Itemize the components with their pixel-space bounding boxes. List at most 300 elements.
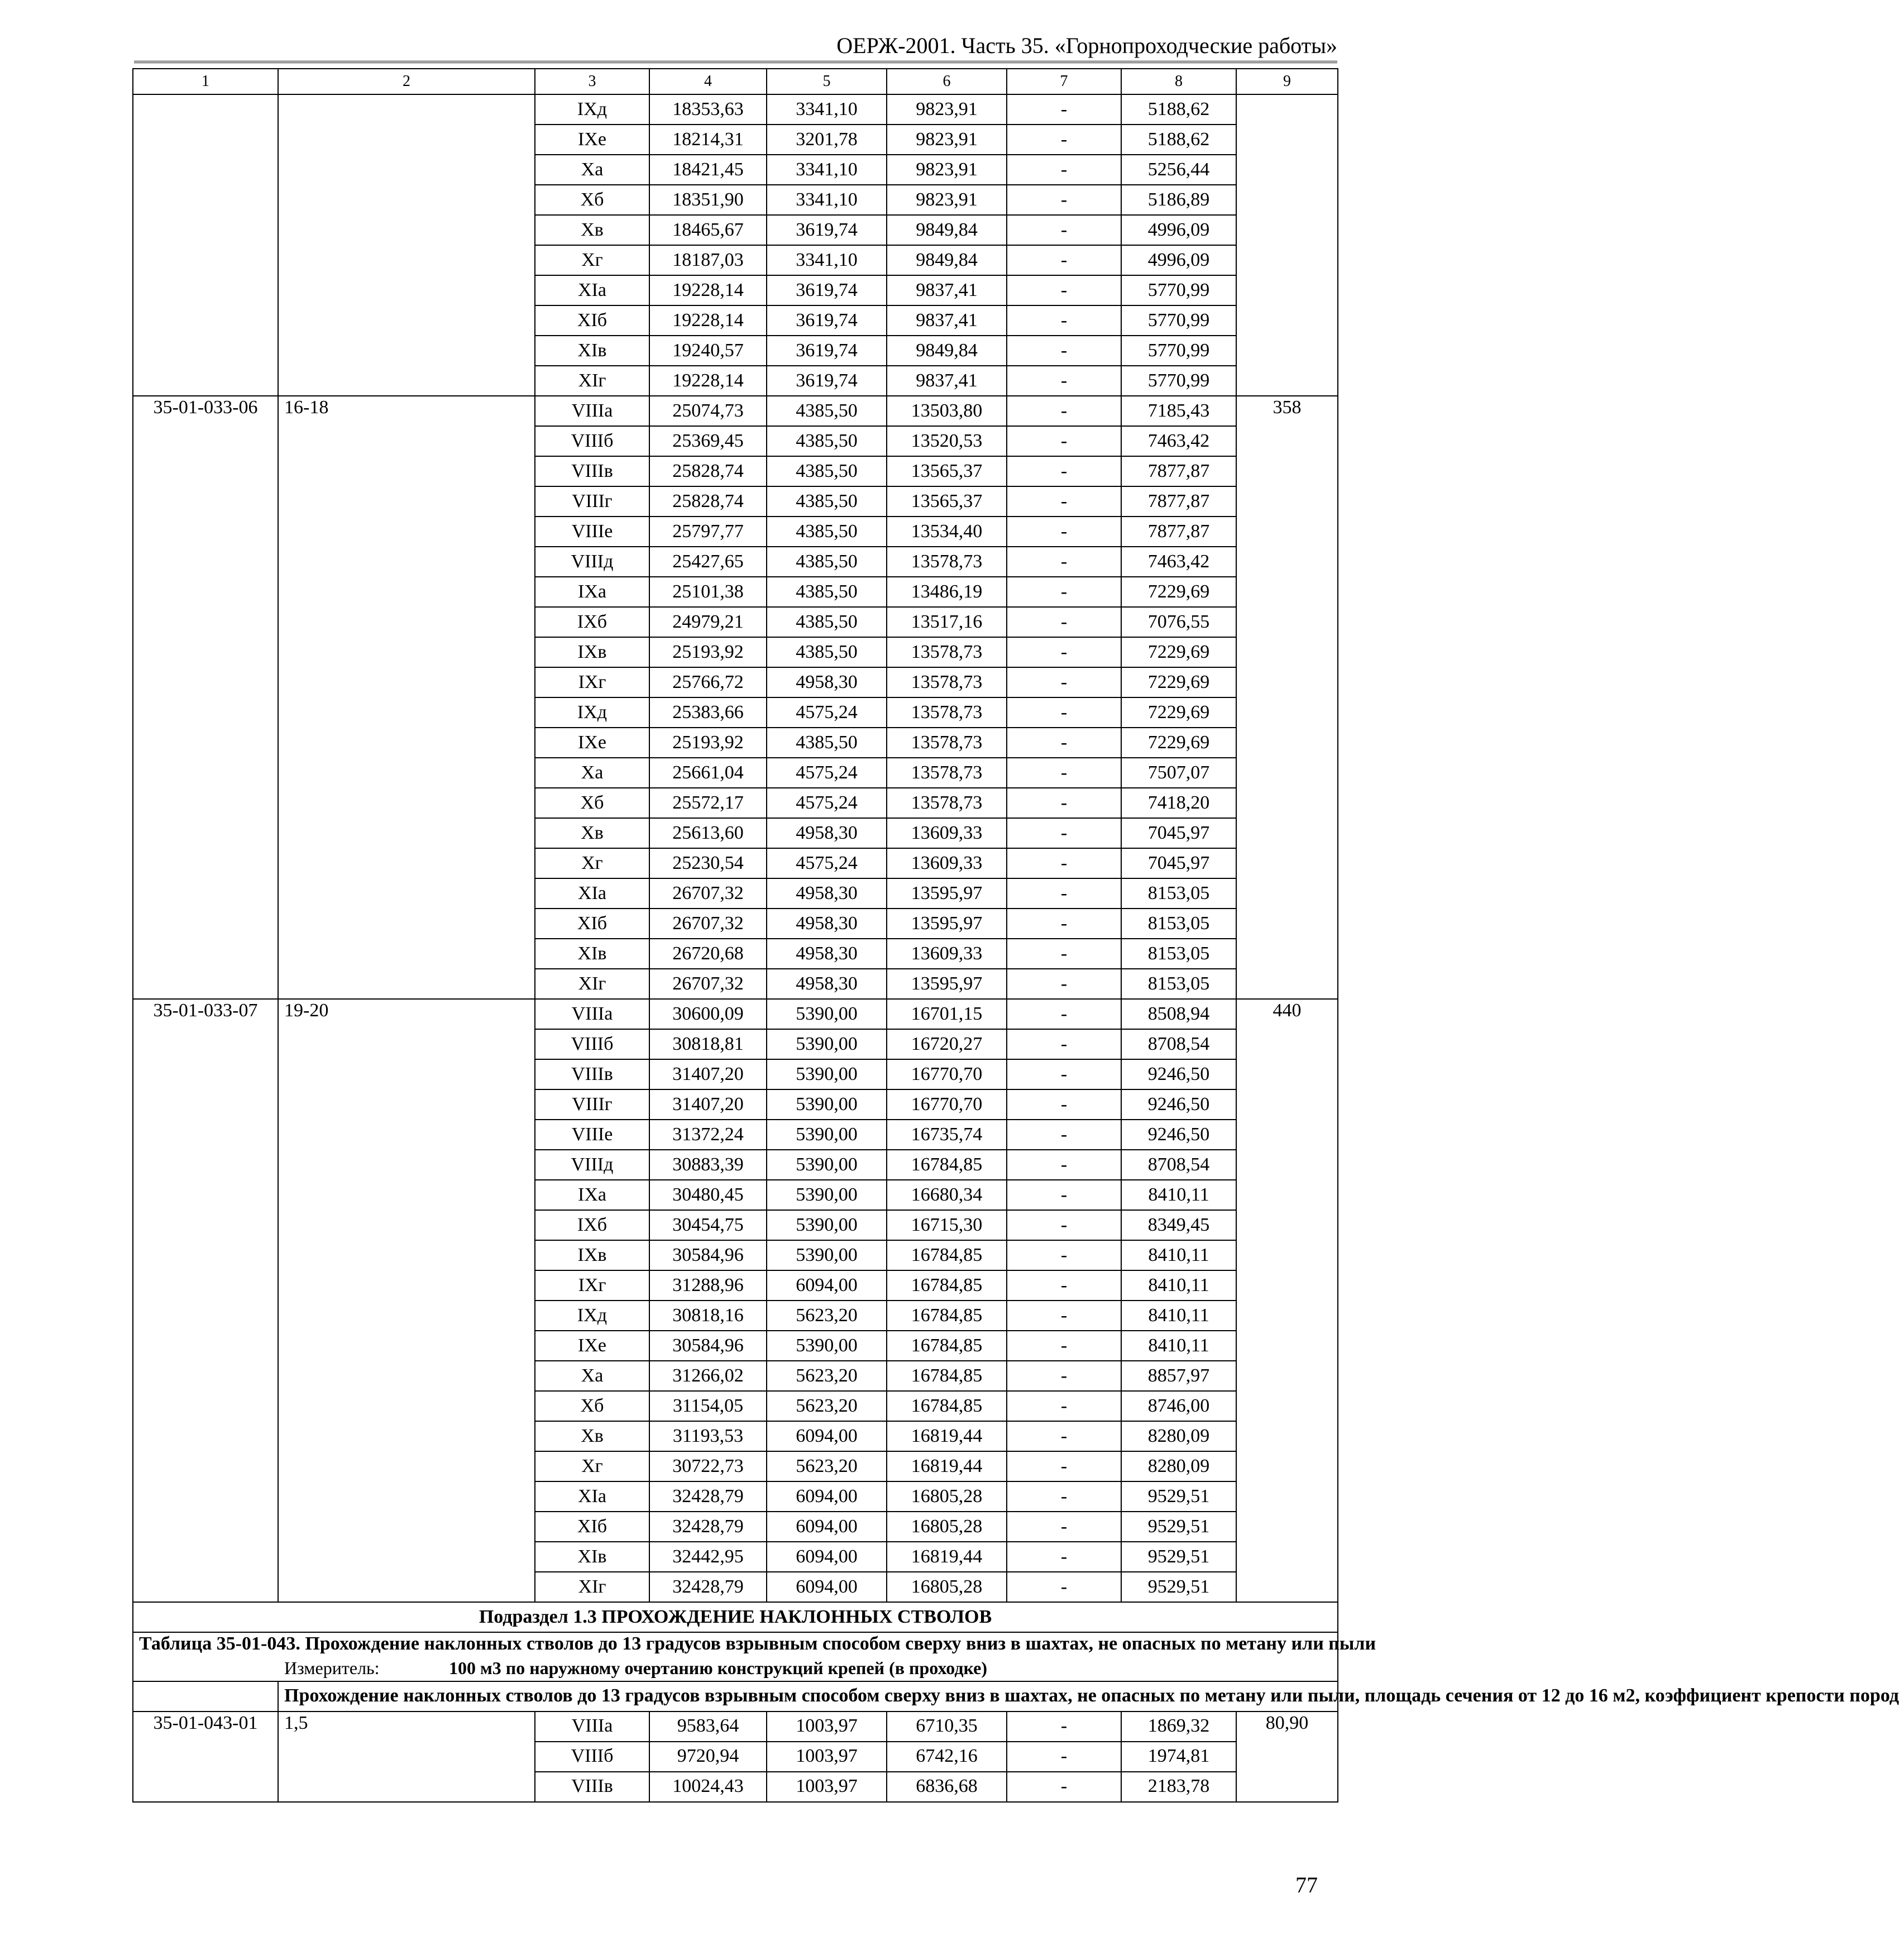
- total-cost: 9583,64: [649, 1712, 767, 1742]
- machinist-wages: -: [1007, 969, 1121, 999]
- page-number: 77: [1295, 1872, 1318, 1897]
- rock-category: IXе: [535, 728, 649, 758]
- materials: 9529,51: [1121, 1572, 1236, 1602]
- materials: 9246,50: [1121, 1089, 1236, 1120]
- rock-category: VIIIб: [535, 426, 649, 456]
- materials: 8857,97: [1121, 1361, 1236, 1391]
- wages: 3619,74: [767, 275, 887, 305]
- wages: 1003,97: [767, 1772, 887, 1802]
- rock-category: XIб: [535, 909, 649, 939]
- machinist-wages: -: [1007, 909, 1121, 939]
- total-cost: 25383,66: [649, 697, 767, 728]
- machine-operation: 13578,73: [887, 758, 1007, 788]
- machine-operation: 16735,74: [887, 1120, 1007, 1150]
- machine-operation: 13503,80: [887, 396, 1007, 426]
- materials: 5186,89: [1121, 185, 1236, 215]
- section-description: Прохождение наклонных стволов до 13 градусов взрывным способом сверху вниз в шахтах, не опасных по метану или пыли, площадь сечения от 12 до 16 м2, коэффициент крепости пород: [278, 1681, 1338, 1712]
- wages: 5623,20: [767, 1391, 887, 1421]
- rate-code: 35-01-033-06: [133, 396, 278, 999]
- rock-category: Xг: [535, 1451, 649, 1481]
- wages: 6094,00: [767, 1421, 887, 1451]
- wages: 5390,00: [767, 1089, 887, 1120]
- wages: 4385,50: [767, 456, 887, 486]
- machine-operation: 16805,28: [887, 1481, 1007, 1512]
- rock-category: IXб: [535, 1210, 649, 1240]
- machine-operation: 13595,97: [887, 878, 1007, 909]
- labor-cost: 358: [1236, 396, 1338, 999]
- machinist-wages: -: [1007, 1421, 1121, 1451]
- machine-operation: 16701,15: [887, 999, 1007, 1029]
- rock-category: VIIIг: [535, 486, 649, 517]
- rock-category: XIг: [535, 1572, 649, 1602]
- measure-value: 100 м3 по наружному очертанию конструкций крепей (в проходке): [449, 1657, 988, 1678]
- total-cost: 19240,57: [649, 336, 767, 366]
- wages: 6094,00: [767, 1270, 887, 1301]
- machinist-wages: -: [1007, 155, 1121, 185]
- rock-category: XIб: [535, 1512, 649, 1542]
- total-cost: 32428,79: [649, 1512, 767, 1542]
- wages: 4958,30: [767, 667, 887, 697]
- machine-operation: 16784,85: [887, 1331, 1007, 1361]
- wages: 4958,30: [767, 878, 887, 909]
- wages: 3341,10: [767, 185, 887, 215]
- machinist-wages: -: [1007, 366, 1121, 396]
- rock-category: XIг: [535, 366, 649, 396]
- total-cost: 31407,20: [649, 1089, 767, 1120]
- rock-category: Xг: [535, 245, 649, 275]
- rock-category: XIа: [535, 275, 649, 305]
- materials: 8153,05: [1121, 969, 1236, 999]
- measure-line: [139, 1656, 1332, 1681]
- table-title-cell: [133, 1632, 1376, 1681]
- rock-category: IXе: [535, 1331, 649, 1361]
- rock-category: VIIIе: [535, 517, 649, 547]
- total-cost: 25230,54: [649, 848, 767, 878]
- column-number: 6: [887, 69, 1007, 94]
- materials: 5256,44: [1121, 155, 1236, 185]
- total-cost: 31154,05: [649, 1391, 767, 1421]
- wages: 1003,97: [767, 1712, 887, 1742]
- total-cost: 31288,96: [649, 1270, 767, 1301]
- wages: 4385,50: [767, 547, 887, 577]
- materials: 5188,62: [1121, 125, 1236, 155]
- machinist-wages: -: [1007, 939, 1121, 969]
- materials: 8410,11: [1121, 1301, 1236, 1331]
- machine-operation: 9823,91: [887, 155, 1007, 185]
- parameter-value: 1,5: [278, 1712, 535, 1802]
- rock-category: XIа: [535, 878, 649, 909]
- machine-operation: 13609,33: [887, 848, 1007, 878]
- machinist-wages: -: [1007, 1120, 1121, 1150]
- total-cost: 24979,21: [649, 607, 767, 637]
- machine-operation: 9849,84: [887, 245, 1007, 275]
- machine-operation: 13609,33: [887, 818, 1007, 848]
- wages: 4385,50: [767, 486, 887, 517]
- wages: 5623,20: [767, 1301, 887, 1331]
- labor-cost: 80,90: [1236, 1712, 1338, 1802]
- wages: 6094,00: [767, 1481, 887, 1512]
- total-cost: 30584,96: [649, 1331, 767, 1361]
- rock-category: Xв: [535, 1421, 649, 1451]
- rock-category: XIг: [535, 969, 649, 999]
- machine-operation: 16819,44: [887, 1542, 1007, 1572]
- total-cost: 25369,45: [649, 426, 767, 456]
- materials: 8708,54: [1121, 1029, 1236, 1059]
- machine-operation: 13578,73: [887, 728, 1007, 758]
- machinist-wages: -: [1007, 1270, 1121, 1301]
- machinist-wages: -: [1007, 245, 1121, 275]
- wages: 3341,10: [767, 155, 887, 185]
- rock-category: VIIIв: [535, 1772, 649, 1802]
- total-cost: 25797,77: [649, 517, 767, 547]
- parameter-value: 16-18: [278, 396, 535, 999]
- column-number: 9: [1236, 69, 1338, 94]
- rock-category: Xб: [535, 185, 649, 215]
- machinist-wages: -: [1007, 305, 1121, 336]
- rock-category: VIIIв: [535, 456, 649, 486]
- machine-operation: 16770,70: [887, 1089, 1007, 1120]
- materials: 1974,81: [1121, 1742, 1236, 1772]
- materials: 7463,42: [1121, 547, 1236, 577]
- materials: 9529,51: [1121, 1481, 1236, 1512]
- machinist-wages: -: [1007, 456, 1121, 486]
- machinist-wages: -: [1007, 215, 1121, 245]
- materials: 7045,97: [1121, 848, 1236, 878]
- wages: 5390,00: [767, 1180, 887, 1210]
- materials: 8410,11: [1121, 1240, 1236, 1270]
- total-cost: 26707,32: [649, 969, 767, 999]
- machine-operation: 16784,85: [887, 1270, 1007, 1301]
- machinist-wages: -: [1007, 547, 1121, 577]
- machinist-wages: -: [1007, 1512, 1121, 1542]
- materials: 8153,05: [1121, 878, 1236, 909]
- machinist-wages: -: [1007, 848, 1121, 878]
- wages: 3619,74: [767, 366, 887, 396]
- rock-category: Xб: [535, 1391, 649, 1421]
- table-row: [133, 999, 1338, 1029]
- wages: 5623,20: [767, 1451, 887, 1481]
- machine-operation: 9823,91: [887, 125, 1007, 155]
- machinist-wages: -: [1007, 1301, 1121, 1331]
- total-cost: 30454,75: [649, 1210, 767, 1240]
- machine-operation: 13534,40: [887, 517, 1007, 547]
- machine-operation: 16805,28: [887, 1512, 1007, 1542]
- machine-operation: 16819,44: [887, 1451, 1007, 1481]
- machine-operation: 16784,85: [887, 1301, 1007, 1331]
- rock-category: VIIIб: [535, 1029, 649, 1059]
- machinist-wages: -: [1007, 336, 1121, 366]
- section-description-row: [133, 1681, 1338, 1712]
- machinist-wages: -: [1007, 577, 1121, 607]
- materials: 8410,11: [1121, 1180, 1236, 1210]
- materials: 8280,09: [1121, 1421, 1236, 1451]
- machinist-wages: -: [1007, 1451, 1121, 1481]
- wages: 4575,24: [767, 758, 887, 788]
- rock-category: Xа: [535, 1361, 649, 1391]
- machinist-wages: -: [1007, 818, 1121, 848]
- materials: 7507,07: [1121, 758, 1236, 788]
- rock-category: Xа: [535, 758, 649, 788]
- machinist-wages: -: [1007, 1742, 1121, 1772]
- wages: 5390,00: [767, 1240, 887, 1270]
- machinist-wages: -: [1007, 667, 1121, 697]
- wages: 5390,00: [767, 1150, 887, 1180]
- machine-operation: 16715,30: [887, 1210, 1007, 1240]
- table-row: [133, 396, 1338, 426]
- materials: 8746,00: [1121, 1391, 1236, 1421]
- machine-operation: 9837,41: [887, 305, 1007, 336]
- wages: 5623,20: [767, 1361, 887, 1391]
- rock-category: VIIIа: [535, 999, 649, 1029]
- total-cost: 25101,38: [649, 577, 767, 607]
- total-cost: 32428,79: [649, 1481, 767, 1512]
- machine-operation: 13609,33: [887, 939, 1007, 969]
- machinist-wages: -: [1007, 185, 1121, 215]
- machine-operation: 6836,68: [887, 1772, 1007, 1802]
- machinist-wages: -: [1007, 878, 1121, 909]
- table-title-row: [133, 1632, 1338, 1681]
- rock-category: VIIIд: [535, 547, 649, 577]
- machine-operation: 16784,85: [887, 1150, 1007, 1180]
- total-cost: 18187,03: [649, 245, 767, 275]
- machinist-wages: -: [1007, 607, 1121, 637]
- wages: 5390,00: [767, 1029, 887, 1059]
- wages: 3619,74: [767, 215, 887, 245]
- materials: 1869,32: [1121, 1712, 1236, 1742]
- machinist-wages: -: [1007, 1572, 1121, 1602]
- machine-operation: 9837,41: [887, 275, 1007, 305]
- materials: 8280,09: [1121, 1451, 1236, 1481]
- total-cost: 31266,02: [649, 1361, 767, 1391]
- materials: 5770,99: [1121, 336, 1236, 366]
- wages: 5390,00: [767, 1059, 887, 1089]
- total-cost: 31407,20: [649, 1059, 767, 1089]
- rock-category: IXд: [535, 697, 649, 728]
- column-number: 2: [278, 69, 535, 94]
- page-header: ОЕРЖ-2001. Часть 35. «Горнопроходческие работы»: [134, 32, 1337, 63]
- rock-category: Xв: [535, 818, 649, 848]
- machinist-wages: -: [1007, 1240, 1121, 1270]
- total-cost: 25766,72: [649, 667, 767, 697]
- rock-category: IXв: [535, 637, 649, 667]
- total-cost: 30722,73: [649, 1451, 767, 1481]
- machinist-wages: -: [1007, 1180, 1121, 1210]
- wages: 4385,50: [767, 517, 887, 547]
- wages: 5390,00: [767, 999, 887, 1029]
- wages: 3619,74: [767, 305, 887, 336]
- rates-table: [132, 68, 1899, 1803]
- materials: 7185,43: [1121, 396, 1236, 426]
- rock-category: VIIIд: [535, 1150, 649, 1180]
- materials: 5770,99: [1121, 366, 1236, 396]
- materials: 7229,69: [1121, 637, 1236, 667]
- machinist-wages: -: [1007, 1089, 1121, 1120]
- column-number-row: [133, 69, 1338, 94]
- machine-operation: 16784,85: [887, 1361, 1007, 1391]
- column-number: 5: [767, 69, 887, 94]
- total-cost: 26720,68: [649, 939, 767, 969]
- machine-operation: 9823,91: [887, 185, 1007, 215]
- wages: 4958,30: [767, 939, 887, 969]
- machinist-wages: -: [1007, 517, 1121, 547]
- machine-operation: 13595,97: [887, 909, 1007, 939]
- materials: 4996,09: [1121, 215, 1236, 245]
- materials: 7463,42: [1121, 426, 1236, 456]
- total-cost: 25074,73: [649, 396, 767, 426]
- materials: 8410,11: [1121, 1331, 1236, 1361]
- materials: 8508,94: [1121, 999, 1236, 1029]
- rock-category: IXа: [535, 1180, 649, 1210]
- machine-operation: 9849,84: [887, 336, 1007, 366]
- wages: 5390,00: [767, 1120, 887, 1150]
- machine-operation: 13578,73: [887, 788, 1007, 818]
- subsection-title: Подраздел 1.3 ПРОХОЖДЕНИЕ НАКЛОННЫХ СТВОЛОВ: [133, 1602, 1338, 1632]
- parameter-value: [278, 94, 535, 396]
- column-number: 3: [535, 69, 649, 94]
- machine-operation: 16784,85: [887, 1391, 1007, 1421]
- wages: 4385,50: [767, 426, 887, 456]
- materials: 7418,20: [1121, 788, 1236, 818]
- total-cost: 25572,17: [649, 788, 767, 818]
- column-number: 8: [1121, 69, 1236, 94]
- total-cost: 18214,31: [649, 125, 767, 155]
- total-cost: 30818,81: [649, 1029, 767, 1059]
- column-number: 4: [649, 69, 767, 94]
- materials: 8349,45: [1121, 1210, 1236, 1240]
- machine-operation: 6742,16: [887, 1742, 1007, 1772]
- materials: 7229,69: [1121, 667, 1236, 697]
- rock-category: Xг: [535, 848, 649, 878]
- machine-operation: 13578,73: [887, 667, 1007, 697]
- wages: 6094,00: [767, 1512, 887, 1542]
- wages: 6094,00: [767, 1542, 887, 1572]
- machine-operation: 16680,34: [887, 1180, 1007, 1210]
- total-cost: 9720,94: [649, 1742, 767, 1772]
- wages: 5390,00: [767, 1210, 887, 1240]
- materials: 8708,54: [1121, 1150, 1236, 1180]
- machine-operation: 13578,73: [887, 637, 1007, 667]
- machinist-wages: -: [1007, 275, 1121, 305]
- total-cost: 30818,16: [649, 1301, 767, 1331]
- machinist-wages: -: [1007, 1331, 1121, 1361]
- materials: 7045,97: [1121, 818, 1236, 848]
- materials: 7229,69: [1121, 577, 1236, 607]
- materials: 9529,51: [1121, 1542, 1236, 1572]
- wages: 1003,97: [767, 1742, 887, 1772]
- machine-operation: 16819,44: [887, 1421, 1007, 1451]
- rock-category: Xв: [535, 215, 649, 245]
- machinist-wages: -: [1007, 1210, 1121, 1240]
- machinist-wages: -: [1007, 637, 1121, 667]
- machinist-wages: -: [1007, 426, 1121, 456]
- machinist-wages: -: [1007, 1542, 1121, 1572]
- wages: 3341,10: [767, 245, 887, 275]
- materials: 9246,50: [1121, 1120, 1236, 1150]
- total-cost: 30600,09: [649, 999, 767, 1029]
- machine-operation: 13595,97: [887, 969, 1007, 999]
- machine-operation: 16784,85: [887, 1240, 1007, 1270]
- machine-operation: 9837,41: [887, 366, 1007, 396]
- materials: 7877,87: [1121, 486, 1236, 517]
- total-cost: 30480,45: [649, 1180, 767, 1210]
- rock-category: VIIIа: [535, 396, 649, 426]
- materials: 4996,09: [1121, 245, 1236, 275]
- column-number: 1: [133, 69, 278, 94]
- wages: 3201,78: [767, 125, 887, 155]
- table-row: [133, 94, 1338, 125]
- total-cost: 25613,60: [649, 818, 767, 848]
- machinist-wages: -: [1007, 728, 1121, 758]
- materials: 5770,99: [1121, 305, 1236, 336]
- total-cost: 25193,92: [649, 637, 767, 667]
- machine-operation: 9849,84: [887, 215, 1007, 245]
- wages: 4385,50: [767, 396, 887, 426]
- machinist-wages: -: [1007, 758, 1121, 788]
- wages: 4385,50: [767, 607, 887, 637]
- machinist-wages: -: [1007, 788, 1121, 818]
- subsection-row: [133, 1602, 1338, 1632]
- total-cost: 26707,32: [649, 909, 767, 939]
- rock-category: IXд: [535, 94, 649, 125]
- machinist-wages: -: [1007, 125, 1121, 155]
- machinist-wages: -: [1007, 486, 1121, 517]
- machine-operation: 13486,19: [887, 577, 1007, 607]
- materials: 9246,50: [1121, 1059, 1236, 1089]
- machine-operation: 13565,37: [887, 456, 1007, 486]
- rock-category: VIIIа: [535, 1712, 649, 1742]
- rate-code: [133, 94, 278, 396]
- total-cost: 18465,67: [649, 215, 767, 245]
- description-empty-cell: [133, 1681, 278, 1712]
- machine-operation: 16805,28: [887, 1572, 1007, 1602]
- total-cost: 31193,53: [649, 1421, 767, 1451]
- materials: 7076,55: [1121, 607, 1236, 637]
- rock-category: Xа: [535, 155, 649, 185]
- materials: 2183,78: [1121, 1772, 1236, 1802]
- machine-operation: 13578,73: [887, 697, 1007, 728]
- materials: 7229,69: [1121, 697, 1236, 728]
- total-cost: 31372,24: [649, 1120, 767, 1150]
- rock-category: IXб: [535, 607, 649, 637]
- labor-cost: [1236, 94, 1338, 396]
- rock-category: Xб: [535, 788, 649, 818]
- wages: 4575,24: [767, 697, 887, 728]
- labor-cost: 440: [1236, 999, 1338, 1602]
- rock-category: XIв: [535, 336, 649, 366]
- total-cost: 19228,14: [649, 275, 767, 305]
- machine-operation: 9823,91: [887, 94, 1007, 125]
- machine-operation: 6710,35: [887, 1712, 1007, 1742]
- rock-category: XIб: [535, 305, 649, 336]
- table-row: [133, 1712, 1338, 1742]
- rock-category: IXа: [535, 577, 649, 607]
- total-cost: 18351,90: [649, 185, 767, 215]
- total-cost: 10024,43: [649, 1772, 767, 1802]
- machinist-wages: -: [1007, 1150, 1121, 1180]
- wages: 4385,50: [767, 577, 887, 607]
- machinist-wages: -: [1007, 1772, 1121, 1802]
- wages: 4958,30: [767, 818, 887, 848]
- rock-category: VIIIв: [535, 1059, 649, 1089]
- rock-category: VIIIг: [535, 1089, 649, 1120]
- materials: 8153,05: [1121, 909, 1236, 939]
- materials: 5188,62: [1121, 94, 1236, 125]
- wages: 4575,24: [767, 788, 887, 818]
- total-cost: 30584,96: [649, 1240, 767, 1270]
- measure-label: Измеритель:: [284, 1657, 380, 1678]
- rock-category: XIв: [535, 939, 649, 969]
- machinist-wages: -: [1007, 396, 1121, 426]
